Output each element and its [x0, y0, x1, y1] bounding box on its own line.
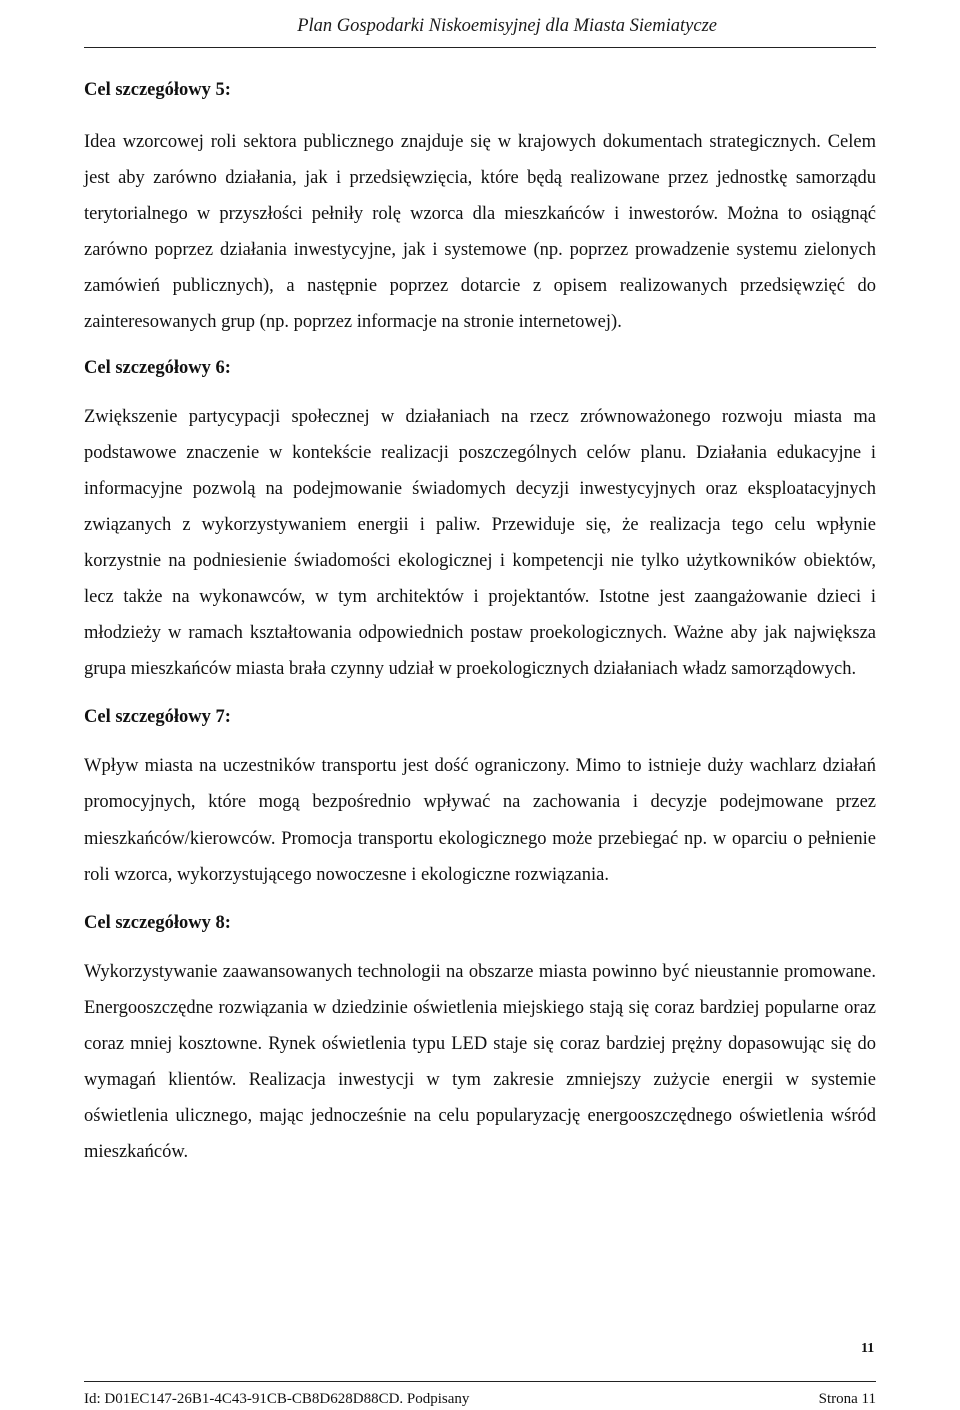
footer-page-label: Strona 11: [818, 1391, 876, 1407]
section-heading: Cel szczegółowy 7:: [84, 707, 231, 728]
section-paragraph: Wykorzystywanie zaawansowanych technologii na obszarze miasta powinno być nieustannie promowane. Energooszczędne rozwiązania w dziedzinie oświetlenia miejskiego stają się coraz bardziej popularne oraz coraz mniej kosztowne. Rynek oświetlenia typu LED staje się coraz bardziej prężny dopasowując się do wymagań klientów. Realizacja inwestycji w tym zakresie zmniejszy zużycie energii w systemie oświetlenia ulicznego, mając jednocześnie na celu popularyzację energooszczędnego oświetlenia wśród mieszkańców.: [84, 961, 876, 1163]
section-paragraph: Wpływ miasta na uczestników transportu jest dość ograniczony. Mimo to istnieje duży wachlarz działań promocyjnych, które mogą bezpośrednio wpływać na zachowania i decyzje podejmowane przez mieszkańców/kierowców. Promocja transportu ekologicznego może przebiegać np. w oparciu o pełnienie roli wzorca, wykorzystującego nowoczesne i ekologiczne rozwiązania.: [84, 756, 876, 885]
section-paragraph: Idea wzorcowej roli sektora publicznego znajduje się w krajowych dokumentach strategicznych. Celem jest aby zarówno działania, jak i przedsięwzięcia, które będą realizowane przez jednostkę samorządu terytorialnego w przyszłości pełniły rolę wzorca dla mieszkańców i inwestorów. Można to osiągnąć zarówno poprzez działania inwestycyjne, jak i systemowe (np. poprzez prowadzenie systemu zielonych zamówień publicznych), a następnie poprzez dotarcie z opisem realizowanych przedsięwzięć do zainteresowanych grup (np. poprzez informacje na stronie internetowej).: [84, 132, 876, 333]
page-number: 11: [861, 1341, 875, 1356]
header-divider: [84, 47, 876, 48]
section-heading: Cel szczegółowy 8:: [84, 912, 231, 933]
section-heading: Cel szczegółowy 6:: [84, 357, 231, 378]
document-body: [84, 72, 876, 1170]
document-header-title: Plan Gospodarki Niskoemisyjnej dla Miasta Siemiatycze: [297, 16, 717, 36]
section-paragraph: Zwiększenie partycypacji społecznej w działaniach na rzecz zrównoważonego rozwoju miasta ma podstawowe znaczenie w kontekście realizacji poszczególnych celów planu. Działania edukacyjne i informacyjne pozwolą na podejmowanie świadomych decyzji inwestycyjnych oraz eksploatacyjnych związanych z wykorzystywaniem energii i paliw. Przewiduje się, że realizacja tego celu wpłynie korzystnie na podniesienie świadomości ekologicznej i kompetencji nie tylko użytkowników obiektów, lecz także na wykonawców, w tym architektów i projektantów. Istotne jest zaangażowanie dzieci i młodzieży w ramach kształtowania odpowiednich postaw proekologicznych. Ważne aby jak największa grupa mieszkańców miasta brała czynny udział w proekologicznych działaniach władz samorządowych.: [84, 406, 876, 680]
section-heading: Cel szczegółowy 5:: [84, 80, 231, 100]
footer-divider: [84, 1381, 876, 1382]
footer-document-id: Id: D01EC147-26B1-4C43-91CB-CB8D628D88CD. Podpisany: [84, 1391, 470, 1407]
